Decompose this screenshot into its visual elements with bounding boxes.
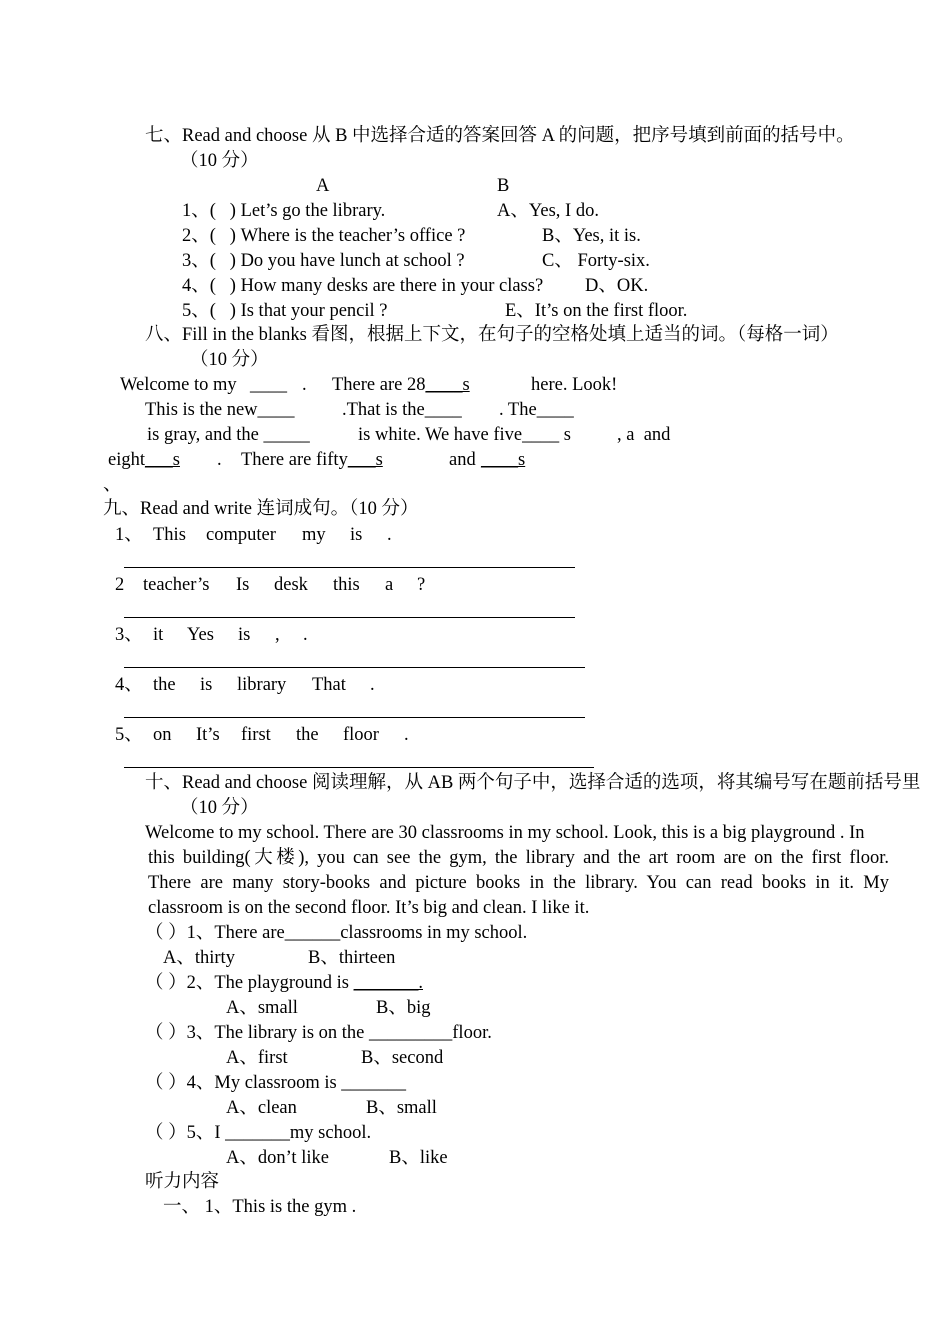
- reorder-word: floor: [343, 725, 379, 745]
- section-7-question-1: 1、( ) Let’s go the library.: [182, 201, 386, 221]
- fill-text: eight: [108, 450, 145, 470]
- reorder-item-number: 3、: [115, 625, 143, 645]
- fill-text: There are fifty: [241, 450, 348, 470]
- fill-text: .That is the: [342, 400, 425, 420]
- reorder-word: ?: [417, 575, 426, 595]
- fill-blank: ____s: [481, 450, 526, 470]
- fill-line-2-part-3: [499, 398, 574, 423]
- reading-option-a: A、thirty: [163, 948, 235, 968]
- section-7-question-2: 2、( ) Where is the teacher’s office ?: [182, 226, 466, 246]
- reading-option-b: B、small: [366, 1098, 437, 1118]
- reorder-word: is: [200, 675, 213, 695]
- reorder-word: It’s: [196, 725, 220, 745]
- answer-line: [124, 567, 575, 568]
- answer-line: [124, 617, 575, 618]
- passage-line-3: There are many story-books and picture books in the library. You can read books in it. My: [148, 873, 889, 893]
- reorder-item-number: 1、: [115, 525, 143, 545]
- reorder-word: my: [302, 525, 326, 545]
- section-7-question-4: 4、( ) How many desks are there in your class?: [182, 276, 544, 296]
- section-9-title: 九、Read and write 连词成句。（10 分）: [103, 499, 419, 519]
- fill-line-3-part-2: [358, 423, 571, 448]
- fill-line-1-text-2: [332, 373, 470, 398]
- reorder-word: .: [404, 725, 409, 745]
- fill-text: This is the new: [145, 400, 258, 420]
- section-10-title: 十、Read and choose 阅读理解，从 AB 两个句子中，选择合适的选项，将其编号写在题前括号里: [145, 773, 921, 793]
- section-8-score: （10 分）: [190, 350, 269, 370]
- reorder-item-number: 5、: [115, 725, 143, 745]
- fill-line-3-part-1: is gray, and the _____: [147, 425, 310, 445]
- answer-line: [124, 767, 594, 768]
- reorder-word: .: [303, 625, 308, 645]
- reorder-word: is: [350, 525, 363, 545]
- column-b-header: B: [497, 176, 510, 196]
- section-7-answer-a: A、Yes, I do.: [497, 201, 599, 221]
- reorder-word: this: [333, 575, 360, 595]
- fill-line-4-part-1: [108, 448, 180, 473]
- fill-blank: ____: [257, 400, 295, 420]
- reading-option-b: B、second: [361, 1048, 444, 1068]
- fill-blank: ____s: [425, 375, 470, 395]
- fill-text: . The: [499, 400, 537, 420]
- reading-question-3: （ ）3、The library is on the _________floor.: [145, 1023, 492, 1043]
- reorder-word: That: [312, 675, 346, 695]
- reorder-word: first: [241, 725, 271, 745]
- reading-option-a: A、first: [226, 1048, 288, 1068]
- passage-line-1: Welcome to my school. There are 30 classrooms in my school. Look, this is a big playground . In: [145, 823, 865, 843]
- fill-text: is white. We have five: [358, 425, 523, 445]
- section-7-title: 七、Read and choose 从 B 中选择合适的答案回答 A 的问题，把序号填到前面的括号中。: [145, 126, 855, 146]
- reorder-item-number: 2: [115, 575, 125, 595]
- fill-blank: ___s: [347, 450, 383, 470]
- stray-mark: 、: [103, 475, 122, 495]
- reorder-word: Yes: [187, 625, 214, 645]
- reorder-word: library: [237, 675, 287, 695]
- question-blank: _______.: [353, 973, 423, 993]
- reorder-item-number: 4、: [115, 675, 143, 695]
- fill-line-3-part-3: , a and: [617, 425, 671, 445]
- reading-option-a: A、small: [226, 998, 298, 1018]
- fill-blank: ___s: [145, 450, 180, 470]
- fill-line-1-period: .: [302, 375, 307, 395]
- reorder-word: This: [153, 525, 186, 545]
- fill-line-4-and: and: [449, 450, 476, 470]
- listening-title: 听力内容: [145, 1172, 220, 1192]
- section-7-score: （10 分）: [180, 151, 259, 171]
- fill-line-1-text-1: Welcome to my: [120, 375, 237, 395]
- column-a-header: A: [316, 176, 330, 196]
- reorder-word: .: [387, 525, 392, 545]
- section-7-question-5: 5、( ) Is that your pencil ?: [182, 301, 388, 321]
- answer-line: [124, 667, 585, 668]
- reorder-word: the: [153, 675, 176, 695]
- fill-text: There are 28: [332, 375, 426, 395]
- reading-question-4: （ ）4、My classroom is _______: [145, 1073, 407, 1093]
- reorder-word: is: [238, 625, 251, 645]
- section-7-question-3: 3、( ) Do you have lunch at school ?: [182, 251, 465, 271]
- section-10-score: （10 分）: [180, 798, 259, 818]
- passage-line-4: classroom is on the second floor. It’s big and clean. I like it.: [148, 898, 590, 918]
- listening-item-1: 一、 1、This is the gym .: [163, 1197, 357, 1217]
- fill-blank: ____: [536, 400, 574, 420]
- reading-option-a: A、clean: [226, 1098, 297, 1118]
- reorder-word: ,: [275, 625, 280, 645]
- section-7-answer-d: D、OK.: [585, 276, 649, 296]
- fill-line-4-period: .: [217, 450, 222, 470]
- fill-blank: ____: [522, 425, 560, 445]
- fill-line-2-part-1: [145, 398, 295, 423]
- reading-option-b: B、thirteen: [308, 948, 396, 968]
- reorder-word: a: [385, 575, 394, 595]
- fill-line-4-part-2: [241, 448, 383, 473]
- reading-question-2: [145, 971, 423, 996]
- reorder-word: it: [153, 625, 164, 645]
- reading-question-5: （ ）5、I _______my school.: [145, 1123, 372, 1143]
- reorder-word: desk: [274, 575, 308, 595]
- reorder-word: computer: [206, 525, 276, 545]
- reading-option-b: B、like: [389, 1148, 448, 1168]
- passage-line-2: this building(大楼), you can see the gym, the library and the art room are on the first floor.: [148, 848, 889, 868]
- answer-line: [124, 717, 585, 718]
- section-7-answer-e: E、It’s on the first floor.: [505, 301, 688, 321]
- reading-question-1: （ ）1、There are______classrooms in my school.: [145, 923, 528, 943]
- reorder-word: teacher’s: [143, 575, 210, 595]
- reorder-word: the: [296, 725, 319, 745]
- fill-text: s: [559, 425, 571, 445]
- reorder-word: .: [370, 675, 375, 695]
- section-8-title: 八、Fill in the blanks 看图，根据上下文，在句子的空格处填上适当的词。（每格一词）: [145, 325, 839, 345]
- fill-blank: ____: [250, 375, 287, 395]
- fill-line-1-text-3: here. Look!: [531, 375, 618, 395]
- reading-option-a: A、don’t like: [226, 1148, 329, 1168]
- fill-blank: ____: [424, 400, 462, 420]
- section-7-answer-c: C、 Forty-six.: [542, 251, 650, 271]
- reorder-word: on: [153, 725, 172, 745]
- question-stem: （ ）2、The playground is: [145, 973, 354, 993]
- fill-line-2-part-2: [342, 398, 462, 423]
- reorder-word: Is: [236, 575, 250, 595]
- reading-option-b: B、big: [376, 998, 431, 1018]
- section-7-answer-b: B、Yes, it is.: [542, 226, 641, 246]
